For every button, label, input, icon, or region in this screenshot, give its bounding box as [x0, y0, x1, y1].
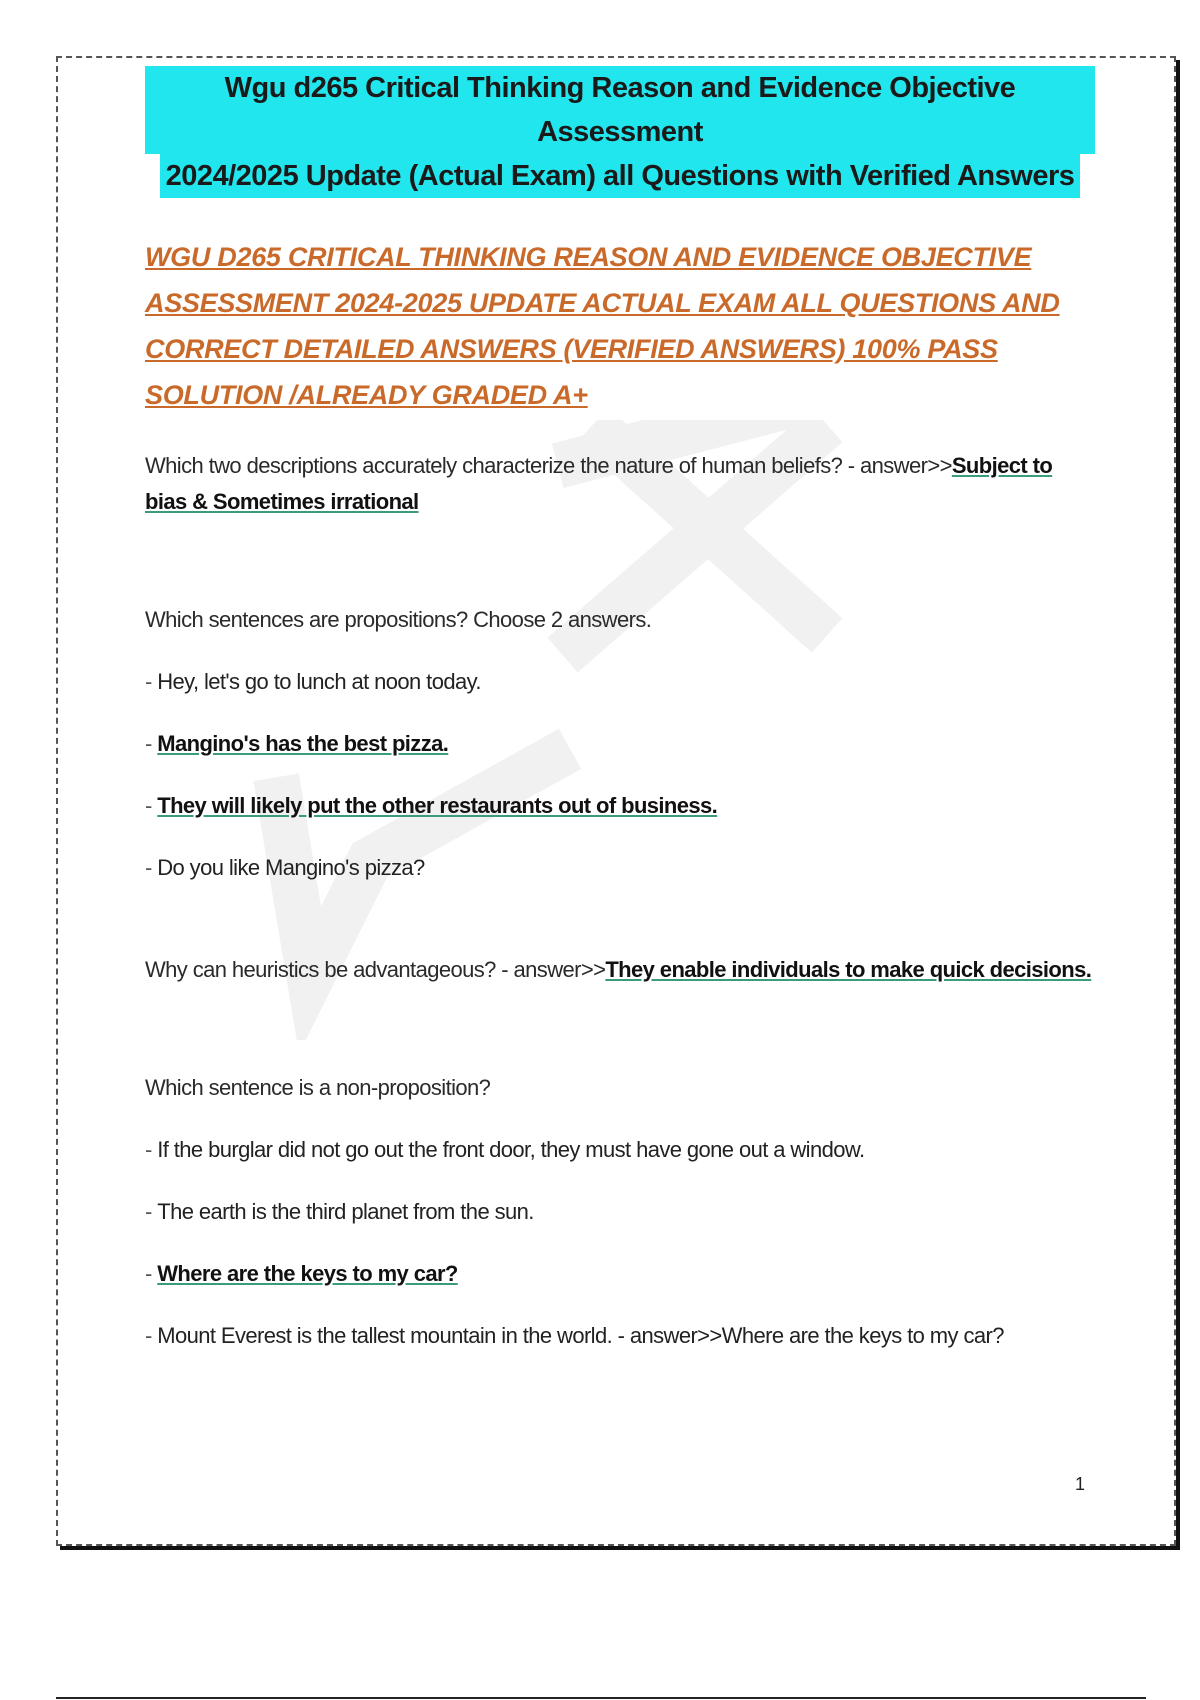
option-text: Hey, let's go to lunch at noon today.: [157, 669, 481, 694]
option-dash: -: [145, 669, 152, 694]
option-text: Do you like Mangino's pizza?: [157, 855, 425, 880]
option-item: [145, 1318, 1095, 1354]
option-text: The earth is the third planet from the sun.: [157, 1199, 534, 1224]
option-item: [145, 664, 1095, 700]
option-item-correct: [145, 726, 1095, 762]
option-dash: -: [145, 1137, 152, 1162]
title-line-2: 2024/2025 Update (Actual Exam) all Questions with Verified Answers: [160, 154, 1081, 198]
question-text: Why can heuristics be advantageous? - answer>>: [145, 957, 606, 982]
option-item: [145, 1194, 1095, 1230]
option-dash: -: [145, 1199, 152, 1224]
question-1: [145, 448, 1095, 520]
option-item-correct: [145, 788, 1095, 824]
option-item: [145, 1132, 1095, 1168]
option-text: Mangino's has the best pizza.: [157, 731, 449, 756]
page-number: 1: [1074, 1474, 1085, 1494]
option-text: Mount Everest is the tallest mountain in the world. - answer>>Where are the keys to my car?: [157, 1323, 1004, 1348]
option-dash: -: [145, 731, 152, 756]
question-3: [145, 952, 1095, 988]
option-dash: -: [145, 855, 152, 880]
question-2: Which sentences are propositions? Choose 2 answers.: [145, 607, 652, 632]
option-item-correct: [145, 1256, 1095, 1292]
document-title: [145, 66, 1095, 198]
option-text: If the burglar did not go out the front door, they must have gone out a window.: [157, 1137, 865, 1162]
document-subtitle: WGU D265 CRITICAL THINKING REASON AND EVIDENCE OBJECTIVE ASSESSMENT 2024-2025 UPDATE ACTUAL EXAM ALL QUESTIONS AND CORRECT DETAILED ANSWERS (VERIFIED ANSWERS) 100% PASS SOLUTION /ALREADY GRADED A+: [145, 242, 1060, 410]
option-dash: -: [145, 1261, 152, 1286]
title-line-1: Wgu d265 Critical Thinking Reason and Evidence Objective Assessment: [145, 66, 1095, 154]
question-4: Which sentence is a non-proposition?: [145, 1075, 491, 1100]
document-content: [145, 66, 1095, 1354]
option-item: [145, 850, 1095, 886]
answer-text: They enable individuals to make quick decisions.: [605, 957, 1092, 982]
option-dash: -: [145, 1323, 152, 1348]
option-text: Where are the keys to my car?: [157, 1261, 458, 1286]
question-text: Which two descriptions accurately characterize the nature of human beliefs? - answer>>: [145, 453, 952, 478]
footer-divider: [56, 1697, 1146, 1699]
answer-text: Subject to bias & Sometimes irrational: [145, 453, 1053, 514]
option-text: They will likely put the other restaurants out of business.: [157, 793, 718, 818]
option-dash: -: [145, 793, 152, 818]
